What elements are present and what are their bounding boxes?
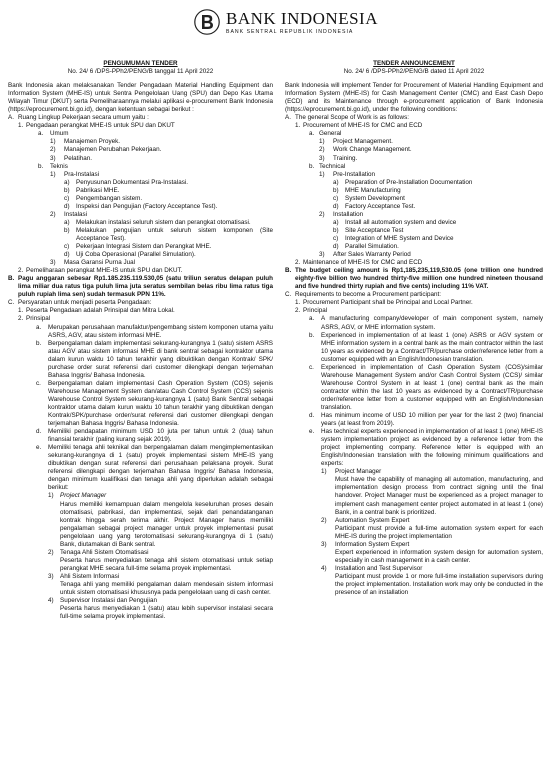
expert-item: 1) Project Manager [321,468,382,476]
expert-description: Peserta harus menyediakan tenaga ahli sistem otomatisasi untuk setiap perangkat MHE secara full-time selama proyek implementasi. [60,556,273,572]
section-c: C. Persyaratan untuk menjadi peserta Pengadaan: [8,299,152,307]
bank-logo [194,9,378,35]
expert-description: Expert experienced in information system design for automation system, especially in cash management in a cash center. [335,548,543,564]
expert-item: 2) Tenaga Ahli Sistem Otomatisasi [48,548,149,556]
expert-item: 3) Information System Expert [321,540,410,548]
expert-item: 2) Automation System Expert [321,516,410,524]
requirement-c: c. Experienced in implementation of Cash Operation System (COS)/similar Warehouse Management System and/or Cash Control System (CCS)/ similar Warehouse Control System in at least 1 (one) central bank as the main contractor within the last 10 years as evidenced by a Contract/TR/purchase order/reference letter from a customer equipped with an English/Indonesian translation. [309,363,543,411]
list-item: d) Factory Acceptance Test. [333,202,416,210]
requirement-c: c. Berpengalaman dalam implementasi Cash Operation System (COS) sejenis Warehouse Management System dan/atau Cash Control System (CCS) sejenis Warehouse Control System sekurang-kurangnya 1 (satu) Bank Sentral sebagai kontraktor utama dalam kurun waktu 10 tahun terakhir yang dibuktikan dengan Kontrak/SPK/purchase order/surat referensi dari customer dilengkapi dengan terjemahan Bahasa Inggris/ Bahasa Indonesia. [36,379,273,428]
list-item: 2) Manajemen Perubahan Pekerjaan. [50,146,162,154]
list-item: 1) Pra-Instalasi [50,170,99,178]
list-item: 2) Installation [319,210,364,218]
item-a1: 1. Procurement of MHE-IS for CMC and ECD [295,122,423,130]
list-item: d) Uji Coba Operasional (Parallel Simulation). [64,251,196,259]
list-item: 1) Manajemen Proyek. [50,138,120,146]
item-a1-b: b. Technical [309,162,346,170]
expert-item: 4) Supervisor Instalasi dan Pengujian [48,597,157,605]
intro-paragraph: Bank Indonesia will implement Tender for Procurement of Material Handling Equipment and Information System (MHE-IS) for Cash Management Center (CMC) and East Cash Depo (ECD) and its Maintenance through e-procurement application of Bank Indonesia (https://eprocurement.bi.go.id), under the following conditions: [285,82,543,114]
list-item: b) Pabrikasi MHE. [64,186,120,194]
requirement-a: a. A manufacturing company/developer of main component system, namely ASRS, AGV, or MHE information system. [309,315,543,331]
list-item: b) Site Acceptance Test [333,226,404,234]
requirement-a: a. Merupakan perusahaan manufaktur/pengembang sistem komponen utama yaitu ASRS, AGV, atau sistem informasi MHE. [36,323,273,339]
logo-subtitle: BANK SENTRAL REPUBLIK INDONESIA [226,28,354,35]
item-c1: 1. Peserta Pengadaan adalah Prinsipal dan Mitra Lokal. [18,307,175,315]
intro-paragraph: Bank Indonesia akan melaksanakan Tender Pengadaan Material Handling Equipment dan Information System (MHE-IS) untuk Sentra Pengelolaan Uang (SPU) dan Depo Kas Utama Wilayah Timur (DKUT) serta Pemeliharaannya melalui aplikasi e-procurement Bank Indonesia (https://eprocurement.bi.go.id), dengan ketentuan sebagai berikut : [8,82,273,114]
indonesian-announcement [8,60,273,621]
item-c2: 2. Prinsipal [18,315,51,323]
expert-description: Peserta harus menyediakan 1 (satu) atau lebih supervisor instalasi secara full-time selama proyek implementasi. [60,605,273,621]
expert-item: 3) Ahli Sistem Informasi [48,572,120,580]
section-c: C. Requirements to become a Procurement participant: [285,291,441,299]
item-a1-a: a. General [309,130,342,138]
english-announcement [285,60,543,597]
list-item: c) Integration of MHE System and Device [333,234,454,242]
item-a1-b: b. Teknis [38,162,68,170]
list-item: c) System Development [333,194,405,202]
expert-item: 4) Installation and Test Supervisor [321,564,423,572]
item-a1-a: a. Umum [38,130,69,138]
list-item: c) Pengembangan sistem. [64,194,143,202]
list-item: 3) After Sales Warranty Period [319,251,411,259]
requirement-d: d. Memiliki pendapatan minimum USD 10 juta per tahun untuk 2 (dua) tahun finansial terakhir (paling kurang sejak 2019). [36,428,273,444]
list-item: b) MHE Manufacturing [333,186,401,194]
requirement-e: e. Memiliki tenaga ahli teknikal dan berpengalaman dalam mengimplementasikan sekurang-kurangnya di 1 (satu) proyek implementasi sistem MHE-IS yang dibuktikan dengan surat referensi dari perusahaan pelaksana proyek. Surat referensi dilengkapi dengan terjemahan Bahasa Inggris/ Bahasa Indonesia, dengan minimum kualifikasi dan tenaga ahli yang diperlukan adalah sebagai berikut: [36,444,273,492]
list-item: 3) Pelatihan. [50,154,93,162]
announcement-title: TENDER ANNOUNCEMENT [373,60,455,67]
item-a2: 2. Pemeliharaan perangkat MHE-IS untuk SPU dan DKUT. [18,267,183,275]
list-item: a) Preparation of Pre-Installation Documentation [333,178,473,186]
list-item: 2) Instalasi [50,210,88,218]
list-item: 1) Project Management. [319,138,393,146]
requirement-d: d. Has minimum income of USD 10 million per year for the last 2 (two) financial years (at least from 2019). [309,412,543,428]
item-a1: 1. Pengadaan perangkat MHE-IS untuk SPU dan DKUT [18,122,175,130]
list-item: b) Melakukan pengujian untuk seluruh sistem komponen (Site Acceptance Test). [64,226,273,242]
list-item: 3) Masa Garansi Purna Jual [50,259,136,267]
logo-title: BANK INDONESIA [226,8,378,28]
requirement-e: e. Has technical experts experienced in implementation of at least 1 (one) MHE-IS system implementation project as evidenced by a reference letter from the project implementing company. Reference letter is equipped with an English/Indonesian translation with the following minimum qualifications and experts: [309,428,543,468]
announcement-title: PENGUMUMAN TENDER [103,60,178,67]
list-item: c) Pekerjaan Integrasi Sistem dan Perangkat MHE. [64,243,212,251]
list-item: d) Inspeksi dan Pengujian (Factory Acceptance Test). [64,202,218,210]
logo-text [226,10,378,35]
expert-description: Participant must provide 1 or more full-time installation supervisors during the project implementation. Installation work may only be conducted in the presence of an installation [335,572,543,597]
list-item: 3) Training. [319,154,358,162]
section-a: A. Ruang Lingkup Pekerjaan secara umum yaitu : [8,114,149,122]
expert-description: Tenaga ahli yang memiliki pengalaman dalam mendesain sistem informasi untuk sistem otomatisasi khususnya pada pengelolaan uang di cash center. [60,581,273,597]
list-item: a) Install all automation system and device [333,218,457,226]
expert-description: Must have the capability of managing all automation, manufacturing, and implementation design process from contract signing until the final handover. Project Manager must be experienced as a project manager to implement cash management center project automated in at least 1 (one) Bank, in a central bank is prioritized. [335,476,543,516]
requirement-b: b. Berpengalaman dalam implementasi sekurang-kurangnya 1 (satu) sistem ASRS atau AGV atau sistem informasi MHE di bank sentral sebagai kontraktor utama dalam kurun waktu 10 tahun terakhir yang dibuktikan dengan Kontrak/ SPK/ purchase order surat referensi dari customer dilengkapi dengan terjemahan Bahasa Inggris/ Bahasa Indonesia. [36,339,273,379]
list-item: d) Parallel Simulation. [333,243,399,251]
section-b: B. Pagu anggaran sebesar Rp1.185.235.119.530,05 (satu triliun seratus delapan puluh lima miliar dua ratus tiga puluh lima juta seratus sembilan belas ribu lima ratus tiga puluh rupiah lima sen) sudah termasuk PPN 11%. [8,275,273,299]
list-item: a) Penyusunan Dokumentasi Pra-Instalasi. [64,178,189,186]
announcement-number: No. 24/ 6 /DPS-PPh2/PENG/B tanggal 11 April 2022 [67,68,214,76]
item-c2: 2. Principal [295,307,328,315]
expert-description: Participant must provide a full-time automation system expert for each MHE-IS during the project implementation [335,524,543,540]
expert-item: 1) Project Manager [48,492,107,500]
bank-indonesia-logo-icon [194,9,220,35]
item-c1: 1. Procurement Participant shall be Principal and Local Partner. [295,299,473,307]
letterhead [0,0,550,58]
list-item: a) Melakukan instalasi seluruh sistem dan perangkat otomatisasi. [64,218,251,226]
expert-description: Harus memiliki kemampuan dalam mengelola keseluruhan proses desain otomatisasi, pabrikasi, dan implementasi, sejak dari penandatanganan kontrak hingga serah terima akhir. Project Manager harus memiliki pengalaman sebagai project manager untuk proyek implementasi pusat pengelolaan uang yang terotomatisasi sekurang-kurangnya di 1 (satu) Bank, diutamakan di Bank sentral. [60,500,273,548]
section-b: B. The budget ceiling amount is Rp1,185,235,119,530.05 (one trillion one hundred eighty-five billion two hundred thirty-five million one hundred nineteen thousand and five hundred thirty rupiah and five cents) including 11% VAT. [285,267,543,291]
item-a2: 2. Maintenance of MHE-IS for CMC and ECD [295,259,423,267]
requirement-b: b. Experienced in implementation of at least 1 (one) ASRS or AGV system or MHE information system in a central bank as the main contractor within the last 10 years as evidenced by a Contract/TR/purchase order/reference letter from a customer equipped with an English/Indonesian translation. [309,331,543,363]
list-item: 1) Pre-Installation [319,170,375,178]
section-a: A. The general Scope of Work is as follows: [285,114,409,122]
list-item: 2) Work Change Management. [319,146,412,154]
announcement-number: No. 24/ 6 /DPS-PPh2/PENG/B dated 11 April 2022 [343,68,485,76]
